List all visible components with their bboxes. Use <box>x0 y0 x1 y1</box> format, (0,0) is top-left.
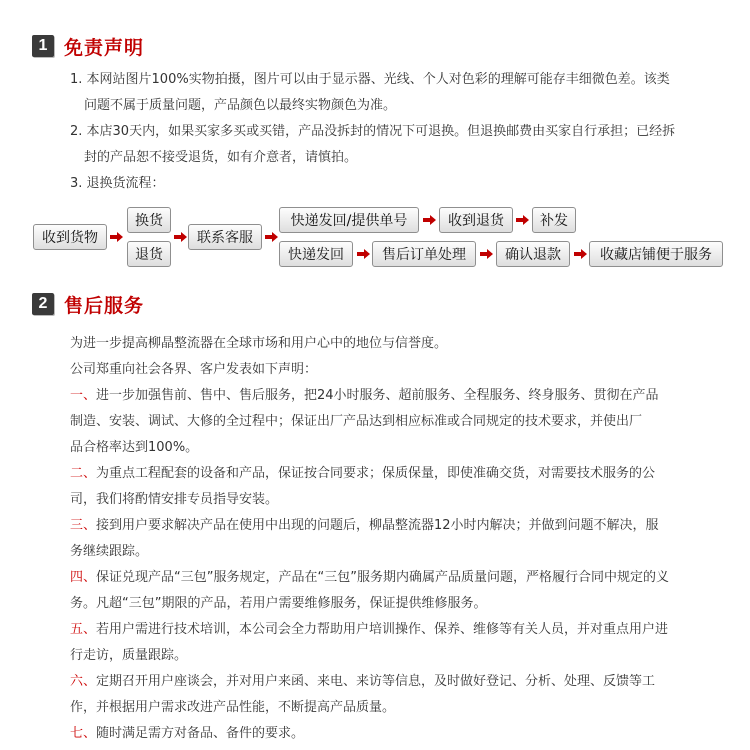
flow-return: 退货 <box>127 241 171 267</box>
aftersale-item-5 <box>70 618 668 637</box>
disclaimer-line-1: 1. 本网站图片100%实物拍摄，图片可以由于显示器、光线、个人对色彩的理解可能存丰细微色差。该类 <box>70 72 670 87</box>
flow-arrow-icon <box>265 232 278 242</box>
flow-received-goods: 收到货物 <box>33 224 107 250</box>
flow-favorite-store: 收藏店铺便于服务 <box>589 241 723 267</box>
section2-number-badge: 2 <box>32 293 54 315</box>
aftersale-item-1-line-3: 品合格率达到100%。 <box>70 440 199 455</box>
item-text: 进一步加强售前、售中、售后服务，把24小时服务、超前服务、全程服务、终身服务、贯彻在产品 <box>96 388 659 403</box>
aftersale-item-1-line-2: 制造、安装、调试、大修的全过程中；保证出厂产品达到相应标准或合同规定的技术要求，并使出厂 <box>70 414 643 429</box>
flow-arrow-icon <box>574 249 587 259</box>
aftersale-item-7 <box>70 722 304 741</box>
item-text: 接到用户要求解决产品在使用中出现的问题后，柳晶整流器12小时内解决；并做到问题不解决，服 <box>96 518 659 533</box>
flow-arrow-icon <box>516 215 529 225</box>
flow-contact-service: 联系客服 <box>188 224 262 250</box>
aftersale-item-3-line-2: 务继续跟踪。 <box>70 544 149 559</box>
flow-aftersale-order: 售后订单处理 <box>372 241 476 267</box>
section2-header <box>32 292 144 316</box>
aftersale-item-5-line-2: 行走访，质量跟踪。 <box>70 648 188 663</box>
aftersale-item-1 <box>70 384 659 403</box>
item-text: 若用户需进行技术培训，本公司会全力帮助用户培训操作、保养、维修等有关人员，并对重点用户进 <box>96 622 669 637</box>
aftersale-item-6 <box>70 670 655 689</box>
item-number: 五、 <box>70 622 97 637</box>
item-text: 为重点工程配套的设备和产品，保证按合同要求；保质保量，即使准确交货，对需要技术服务的公 <box>96 466 656 481</box>
aftersale-item-3 <box>70 514 659 533</box>
flow-arrow-icon <box>423 215 436 225</box>
item-text: 定期召开用户座谈会，并对用户来函、来电、来访等信息，及时做好登记、分析、处理、反馈等工 <box>96 674 656 689</box>
flow-ship-back-provide-number: 快递发回/提供单号 <box>279 207 419 233</box>
item-text: 随时满足需方对备品、备件的要求。 <box>96 726 305 741</box>
aftersale-item-4-line-2: 务。凡超“三包”期限的产品，若用户需要维修服务，保证提供维修服务。 <box>70 596 487 611</box>
aftersale-item-6-line-2: 作，并根据用户需求改进产品性能，不断提高产品质量。 <box>70 700 396 715</box>
disclaimer-line-5: 3. 退换货流程： <box>70 176 165 191</box>
section2-title: 售后服务 <box>64 294 145 317</box>
item-number: 七、 <box>70 726 97 741</box>
aftersale-intro-line-2: 公司郑重向社会各界、客户发表如下声明： <box>70 362 318 377</box>
flow-exchange: 换货 <box>127 207 171 233</box>
flow-arrow-icon <box>110 232 123 242</box>
disclaimer-line-2: 问题不属于质量问题，产品颜色以最终实物颜色为准。 <box>84 98 397 113</box>
disclaimer-line-3: 2. 本店30天内，如果买家多买或买错，产品没拆封的情况下可退换。但退换邮费由买家自行承担；已经拆 <box>70 124 676 139</box>
flow-arrow-icon <box>480 249 493 259</box>
flow-arrow-icon <box>174 232 187 242</box>
section1-number-badge: 1 <box>32 35 54 57</box>
disclaimer-line-4: 封的产品恕不接受退货，如有介意者，请慎拍。 <box>84 150 358 165</box>
item-number: 二、 <box>70 466 97 481</box>
item-number: 一、 <box>70 388 97 403</box>
aftersale-item-4 <box>70 566 669 585</box>
section1-header <box>32 34 144 58</box>
flow-confirm-refund: 确认退款 <box>496 241 570 267</box>
item-number: 六、 <box>70 674 97 689</box>
item-number: 四、 <box>70 570 97 585</box>
aftersale-item-2 <box>70 462 655 481</box>
aftersale-intro-line-1: 为进一步提高柳晶整流器在全球市场和用户心中的地位与信誉度。 <box>70 336 448 351</box>
item-text: 保证兑现产品“三包”服务规定，产品在“三包”服务期内确属产品质量问题，严格履行合同中规定的义 <box>96 570 669 585</box>
flow-ship-back: 快递发回 <box>279 241 353 267</box>
flow-arrow-icon <box>357 249 370 259</box>
flow-receive-return: 收到退货 <box>439 207 513 233</box>
aftersale-item-2-line-2: 司，我们将酌情安排专员指导安装。 <box>70 492 279 507</box>
item-number: 三、 <box>70 518 97 533</box>
section1-title: 免责声明 <box>64 36 145 59</box>
flow-reissue: 补发 <box>532 207 576 233</box>
